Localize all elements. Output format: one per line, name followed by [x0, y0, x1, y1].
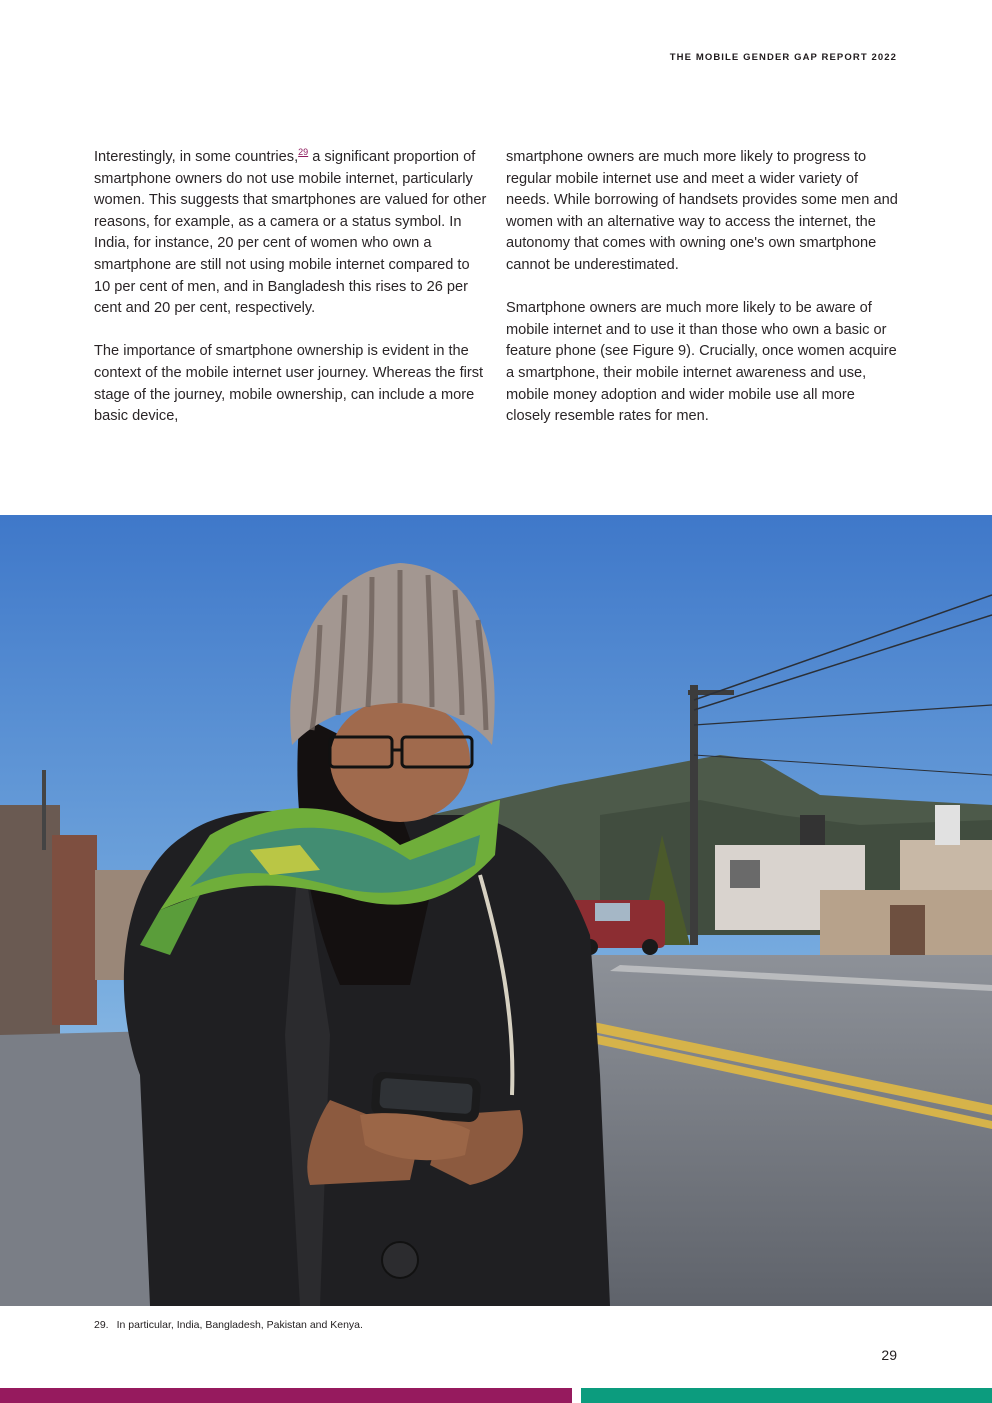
footnote-reference-link[interactable]: 29 — [298, 147, 309, 158]
paragraph: Smartphone owners are much more likely to be aware of mobile internet and to use it than those who own a basic or feature phone (see Figure 9). Crucially, once women acquire a smartphone, their mobile internet awareness and use, mobile money adoption and wider mobile use all more closely resemble rates for men. — [506, 300, 897, 425]
footnote — [94, 1319, 363, 1331]
photo-woman-using-smartphone — [0, 515, 992, 1306]
paragraph: smartphone owners are much more likely to progress to regular mobile internet use and meet a wider variety of needs. While borrowing of handsets provides some men and women with an alternative way to access the internet, the autonomy that comes with owning one's own smartphone cannot be underestimated. — [506, 149, 898, 273]
paragraph-text: Interestingly, in some countries, — [94, 149, 299, 165]
paragraph: The importance of smartphone ownership is evident in the context of the mobile internet user journey. Whereas the first stage of the journey, mobile ownership, can include a more basic device, — [94, 343, 484, 425]
paragraph-text: a significant proportion of smartphone owners do not use mobile internet, particularly women. This suggests that smartphones are valued for other reasons, for example, as a camera or a status symbol. In India, for instance, 20 per cent of women who own a smartphone are still not using mobile internet compared to 10 per cent of men, and in Bangladesh this rises to 26 per cent and 20 per cent, respectively. — [94, 149, 487, 317]
paragraph — [94, 147, 489, 320]
footer-bar-teal — [581, 1388, 992, 1403]
photo-illustration — [0, 515, 992, 1306]
text-column-right — [506, 147, 898, 449]
footnote-text: In particular, India, Bangladesh, Pakistan and Kenya. — [116, 1319, 363, 1331]
text-column-left — [94, 147, 489, 449]
running-header-title: THE MOBILE GENDER GAP REPORT 2022 — [669, 52, 897, 63]
page-number: 29 — [881, 1347, 897, 1363]
footnote-number: 29. — [94, 1319, 109, 1331]
footer-bar-magenta — [0, 1388, 572, 1403]
